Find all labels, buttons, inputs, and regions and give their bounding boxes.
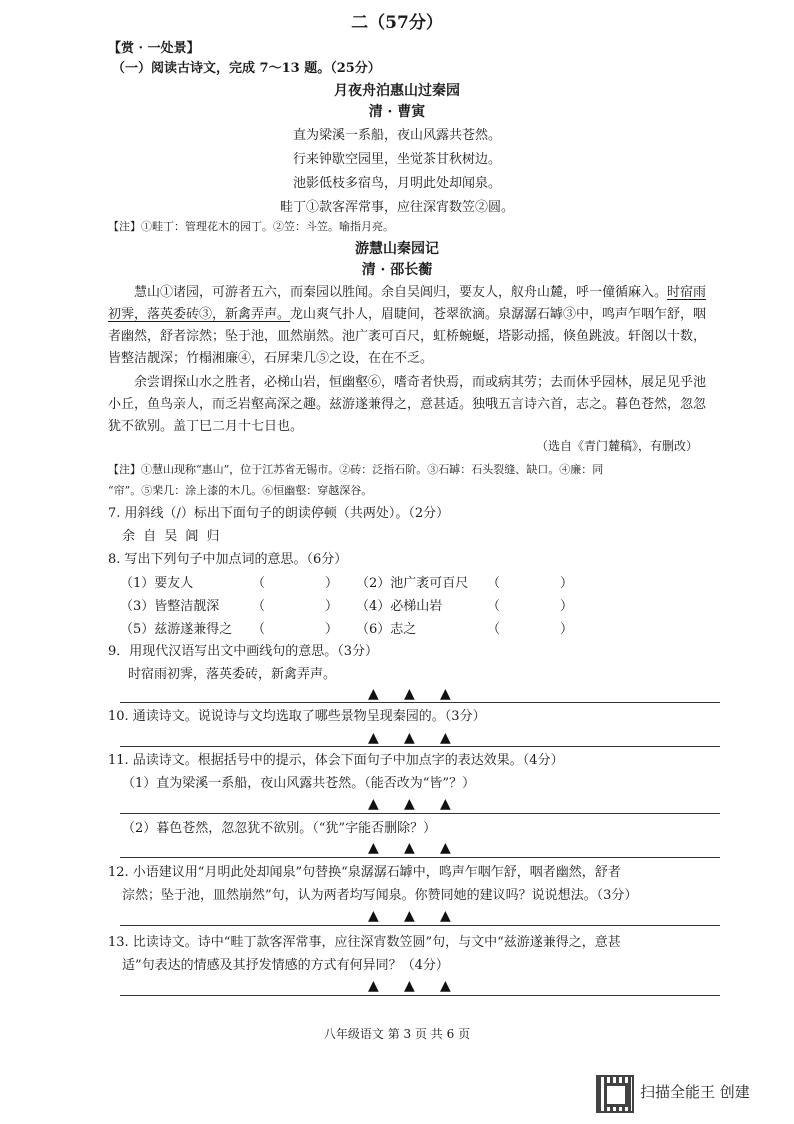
question-9: 9．用现代汉语写出文中画线句的意思。（3分）: [108, 644, 379, 659]
answer-marker: ▲: [368, 686, 379, 702]
answer-line[interactable]: [120, 702, 720, 703]
qr-code-icon: [596, 1075, 634, 1113]
answer-marker: ▲: [404, 796, 415, 812]
q8-blank[interactable]: （ ）: [252, 599, 339, 614]
q11-part-2: （2）暮色苍然，忽忽犹不欲别。（“犹”字能否删除？）: [122, 821, 437, 836]
q8-item: [120, 621, 232, 639]
q8-blank[interactable]: （ ）: [487, 599, 574, 614]
poem-title: 月夜舟泊惠山过秦园: [334, 83, 460, 99]
q8-blank[interactable]: （ ）: [487, 576, 574, 591]
answer-line[interactable]: [120, 995, 720, 996]
question-8: 8. 写出下列句子中加点词的意思。（6分）: [108, 552, 348, 567]
prose-text: 龙山爽气扑人，眉睫间，苍翠欲滴。泉潺潺石罅③中，鸣声乍咽乍舒，咽者幽然，舒者淙然；坠于池，皿然崩然。池广袤可百尺，虹桥蜿蜒，塔影动摇，倏鱼跳波。轩阁以十数，皆整洁靓深；竹榻湘廉④，石屏棐几⑤之设，在在不乏。: [108, 307, 707, 366]
answer-marker: ▲: [404, 978, 415, 994]
answer-marker: ▲: [440, 840, 451, 856]
q8-blank[interactable]: （ ）: [252, 576, 339, 591]
section-header: 二（57分）: [351, 13, 443, 33]
prose-title: 游慧山秦园记: [355, 241, 439, 257]
q11-part-1: （1）直为梁溪一系船，夜山风露共苍然。（能否改为“皆”？）: [122, 776, 476, 791]
poem-line: 畦丁①款客浑常事，应往深宵数笠②圆。: [279, 200, 514, 215]
q8-item: [356, 621, 416, 639]
prose-note: “帘”。⑤棐几：涂上漆的木几。⑥恒幽壑：穿越深谷。: [108, 484, 373, 497]
prose-text: 慧山①诸园，可游者五六，而秦园以胜闻。余自吴阊归，要友人，舣舟山麓，呼一僮循麻入。: [134, 285, 668, 300]
question-13-cont: 适”句表达的情感及其抒发情感的方式有何异同？（4分）: [122, 958, 449, 973]
question-12: 12. 小语建议用“月明此处却闻泉”句替换“泉潺潺石罅中，鸣声乍咽乍舒，咽者幽然，舒者: [108, 865, 621, 880]
q8-item: [356, 598, 442, 616]
poem-note: 【注】①畦丁：管理花木的园丁。②笠：斗笠。喻指月亮。: [108, 220, 394, 233]
part-title: （一）阅读古诗文，完成 7～13 题。（25分）: [112, 61, 381, 76]
poem-author: 清 · 曹寅: [368, 104, 426, 120]
prose-author: 清 · 邵长蘅: [361, 262, 433, 278]
answer-marker: ▲: [368, 978, 379, 994]
answer-marker: ▲: [404, 840, 415, 856]
q7-sentence: 余 自 吴 阊 归: [122, 529, 222, 544]
poem-line: 直为梁溪一系船，夜山风露共苍然。: [292, 128, 501, 143]
prose-paragraph-2: 余尝谓探山水之胜者，必梯山岩，恒幽壑⑥，嗜奇者快焉，而或病其劳；去而休乎园林，展足见乎池小丘，鱼鸟亲人，而乏岩壑高深之趣。兹游遂兼得之，意甚适。独哦五言诗六首，志之。暮色苍然，忽忽犹不欲别。盖丁巳二月十七日也。: [108, 375, 707, 434]
answer-line[interactable]: [120, 813, 720, 814]
answer-marker: ▲: [440, 908, 451, 924]
q8-blank[interactable]: （ ）: [252, 622, 339, 637]
question-10: 10. 通读诗文。说说诗与文均选取了哪些景物呈现秦园的。（3分）: [108, 709, 486, 724]
answer-line[interactable]: [120, 925, 720, 926]
q8-item-label: （6）志之: [356, 622, 417, 637]
q8-item-label: （4）必梯山岩: [356, 599, 443, 614]
q8-item: [356, 575, 468, 593]
scanner-watermark: 扫描全能王 创建: [640, 1083, 750, 1101]
answer-marker: ▲: [368, 840, 379, 856]
answer-marker: ▲: [368, 908, 379, 924]
page-footer: 八年级语文 第 3 页 共 6 页: [323, 1027, 471, 1041]
q8-item: [120, 598, 219, 616]
q8-blank[interactable]: （ ）: [487, 622, 574, 637]
poem-line: 行来钟歇空园里，坐觉茶甘秋树边。: [292, 152, 501, 167]
answer-line[interactable]: [120, 857, 720, 858]
q8-item-label: （1）要友人: [120, 576, 194, 591]
prose-source: （选自《青门麓稿》，有删改）: [535, 439, 698, 453]
question-11: 11. 品读诗文。根据括号中的提示，体会下面句子中加点字的表达效果。（4分）: [108, 753, 564, 768]
q8-item: [120, 575, 193, 593]
answer-marker: ▲: [368, 730, 379, 746]
question-12-cont: 淙然；坠于池，皿然崩然”句，认为两者均写闻泉。你赞同她的建议吗？说说想法。（3分）: [122, 888, 638, 903]
prose-note: 【注】①慧山现称“惠山”，位于江苏省无锡市。②砖：泛指石阶。③石罅：石头裂缝、缺口。④廉：同: [108, 463, 604, 476]
question-7: 7. 用斜线（/）标出下面句子的朗读停顿（共两处）。（2分）: [108, 506, 450, 521]
answer-marker: ▲: [404, 730, 415, 746]
answer-marker: ▲: [440, 796, 451, 812]
q8-item-label: （5）兹游遂兼得之: [120, 622, 233, 637]
answer-marker: ▲: [368, 796, 379, 812]
answer-marker: ▲: [404, 908, 415, 924]
q8-item-label: （2）池广袤可百尺: [356, 576, 469, 591]
question-13: 13. 比读诗文。诗中“畦丁款客浑常事，应往深宵数笠圆”句，与文中“兹游遂兼得之，意甚: [108, 935, 621, 950]
answer-line[interactable]: [120, 746, 720, 747]
prose-paragraph-1: [108, 282, 708, 370]
q8-item-label: （3）皆整洁靓深: [120, 599, 220, 614]
underlined-sentence: 时宿雨初霁，落英委砖③，新禽弄声。: [108, 285, 707, 322]
section-tag: 【赏 · 一处景】: [108, 41, 200, 56]
q9-sentence: 时宿雨初霁，落英委砖，新禽弄声。: [128, 667, 337, 682]
answer-marker: ▲: [440, 978, 451, 994]
answer-marker: ▲: [404, 686, 415, 702]
poem-line: 池影低枝多宿鸟，月明此处却闻泉。: [292, 176, 501, 191]
answer-marker: ▲: [440, 730, 451, 746]
answer-marker: ▲: [440, 686, 451, 702]
